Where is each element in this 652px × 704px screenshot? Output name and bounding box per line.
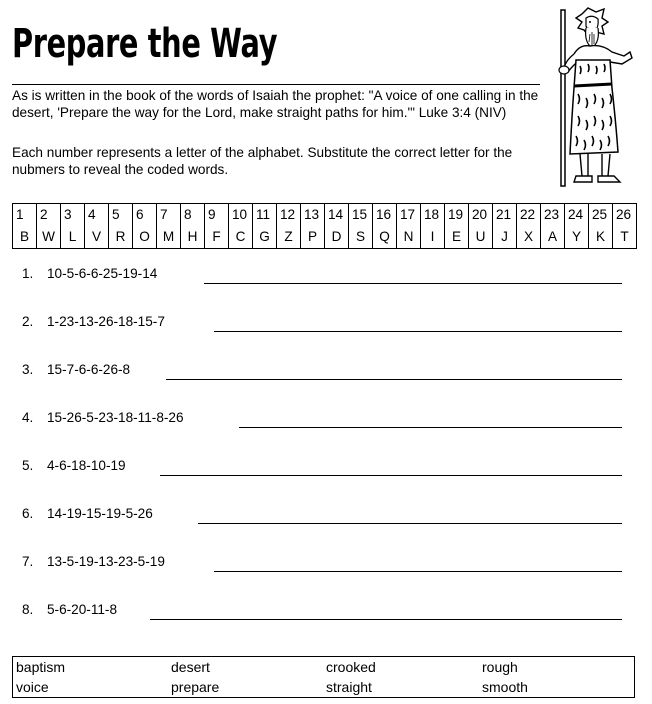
cipher-letter: I <box>421 226 445 249</box>
cipher-number: 12 <box>277 204 301 227</box>
cipher-letter: Z <box>277 226 301 249</box>
coded-word: 15-26-5-23-18-11-8-26 <box>47 410 184 425</box>
coded-word: 4-6-18-10-19 <box>47 458 126 473</box>
cipher-letter: Q <box>373 226 397 249</box>
cipher-letter: L <box>61 226 85 249</box>
cipher-number: 10 <box>229 204 253 227</box>
coded-word: 10-5-6-6-25-19-14 <box>47 266 158 281</box>
question-number: 8. <box>22 602 34 617</box>
coded-word: 13-5-19-13-23-5-19 <box>47 554 165 569</box>
cipher-letter: X <box>517 226 541 249</box>
cipher-letter: S <box>349 226 373 249</box>
cipher-letter: D <box>325 226 349 249</box>
question-number: 7. <box>22 554 34 569</box>
cipher-letter: B <box>13 226 37 249</box>
coded-word: 14-19-15-19-5-26 <box>47 506 153 521</box>
question-item <box>22 312 622 332</box>
cipher-letter: E <box>445 226 469 249</box>
word-bank-word: straight <box>326 679 372 695</box>
cipher-number: 9 <box>205 204 229 227</box>
cipher-number: 2 <box>37 204 61 227</box>
cipher-number: 8 <box>181 204 205 227</box>
answer-line[interactable] <box>166 379 622 380</box>
cipher-number: 13 <box>301 204 325 227</box>
cipher-letter: W <box>37 226 61 249</box>
cipher-letter-row <box>13 226 637 249</box>
word-bank-word: crooked <box>326 659 376 675</box>
question-number: 5. <box>22 458 34 473</box>
question-item <box>22 264 622 284</box>
question-item <box>22 600 622 620</box>
cipher-key-table <box>12 203 637 249</box>
cipher-letter: T <box>613 226 637 249</box>
cipher-letter: J <box>493 226 517 249</box>
cipher-number-row <box>13 204 637 227</box>
cipher-number: 5 <box>109 204 133 227</box>
cipher-number: 25 <box>589 204 613 227</box>
cipher-number: 24 <box>565 204 589 227</box>
cipher-number: 22 <box>517 204 541 227</box>
word-bank-word: desert <box>171 659 210 675</box>
cipher-letter: U <box>469 226 493 249</box>
title-underline <box>12 84 540 85</box>
coded-word: 15-7-6-6-26-8 <box>47 362 131 377</box>
question-number: 2. <box>22 314 34 329</box>
cipher-number: 11 <box>253 204 277 227</box>
coded-word: 1-23-13-26-18-15-7 <box>47 314 165 329</box>
cipher-number: 6 <box>133 204 157 227</box>
cipher-number: 4 <box>85 204 109 227</box>
word-bank-word: rough <box>482 659 518 675</box>
instructions-paragraph: Each number represents a letter of the alphabet. Substitute the correct letter for the nubmers to reveal the coded words. <box>12 145 513 177</box>
cipher-number: 21 <box>493 204 517 227</box>
question-number: 3. <box>22 362 34 377</box>
cipher-letter: P <box>301 226 325 249</box>
answer-line[interactable] <box>214 331 622 332</box>
question-item <box>22 456 622 476</box>
cipher-number: 3 <box>61 204 85 227</box>
answer-line[interactable] <box>150 619 622 620</box>
cipher-number: 20 <box>469 204 493 227</box>
cipher-number: 19 <box>445 204 469 227</box>
cipher-letter: M <box>157 226 181 249</box>
word-bank-word: smooth <box>482 679 528 695</box>
cipher-number: 14 <box>325 204 349 227</box>
answer-line[interactable] <box>198 523 622 524</box>
cipher-letter: Y <box>565 226 589 249</box>
intro-paragraph: As is written in the book of the words of Isaiah the prophet: "A voice of one calling in the desert, 'Prepare the way for the Lord, make straight paths for him.'" Luke 3:4 (NIV) <box>12 88 539 120</box>
question-item <box>22 408 622 428</box>
cipher-letter: N <box>397 226 421 249</box>
cipher-number: 23 <box>541 204 565 227</box>
cipher-number: 1 <box>13 204 37 227</box>
word-bank-word: prepare <box>171 679 220 695</box>
john-the-baptist-illustration <box>552 4 634 188</box>
answer-line[interactable] <box>214 571 622 572</box>
question-number: 4. <box>22 410 34 425</box>
cipher-number: 15 <box>349 204 373 227</box>
question-number: 1. <box>22 266 34 281</box>
answer-line[interactable] <box>160 475 622 476</box>
cipher-letter: F <box>205 226 229 249</box>
cipher-letter: C <box>229 226 253 249</box>
question-item <box>22 504 622 524</box>
cipher-letter: G <box>253 226 277 249</box>
cipher-letter: O <box>133 226 157 249</box>
question-number: 6. <box>22 506 34 521</box>
cipher-letter: V <box>85 226 109 249</box>
coded-word: 5-6-20-11-8 <box>47 602 118 617</box>
cipher-number: 7 <box>157 204 181 227</box>
question-item <box>22 360 622 380</box>
cipher-number: 16 <box>373 204 397 227</box>
cipher-letter: K <box>589 226 613 249</box>
cipher-letter: A <box>541 226 565 249</box>
cipher-number: 26 <box>613 204 637 227</box>
cipher-number: 17 <box>397 204 421 227</box>
page-title: Prepare the Way <box>12 21 278 67</box>
answer-line[interactable] <box>204 283 622 284</box>
cipher-letter: R <box>109 226 133 249</box>
word-bank-word: baptism <box>16 659 66 675</box>
word-bank <box>12 656 635 698</box>
word-bank-word: voice <box>16 679 49 695</box>
cipher-letter: H <box>181 226 205 249</box>
answer-line[interactable] <box>239 427 622 428</box>
cipher-number: 18 <box>421 204 445 227</box>
question-item <box>22 552 622 572</box>
